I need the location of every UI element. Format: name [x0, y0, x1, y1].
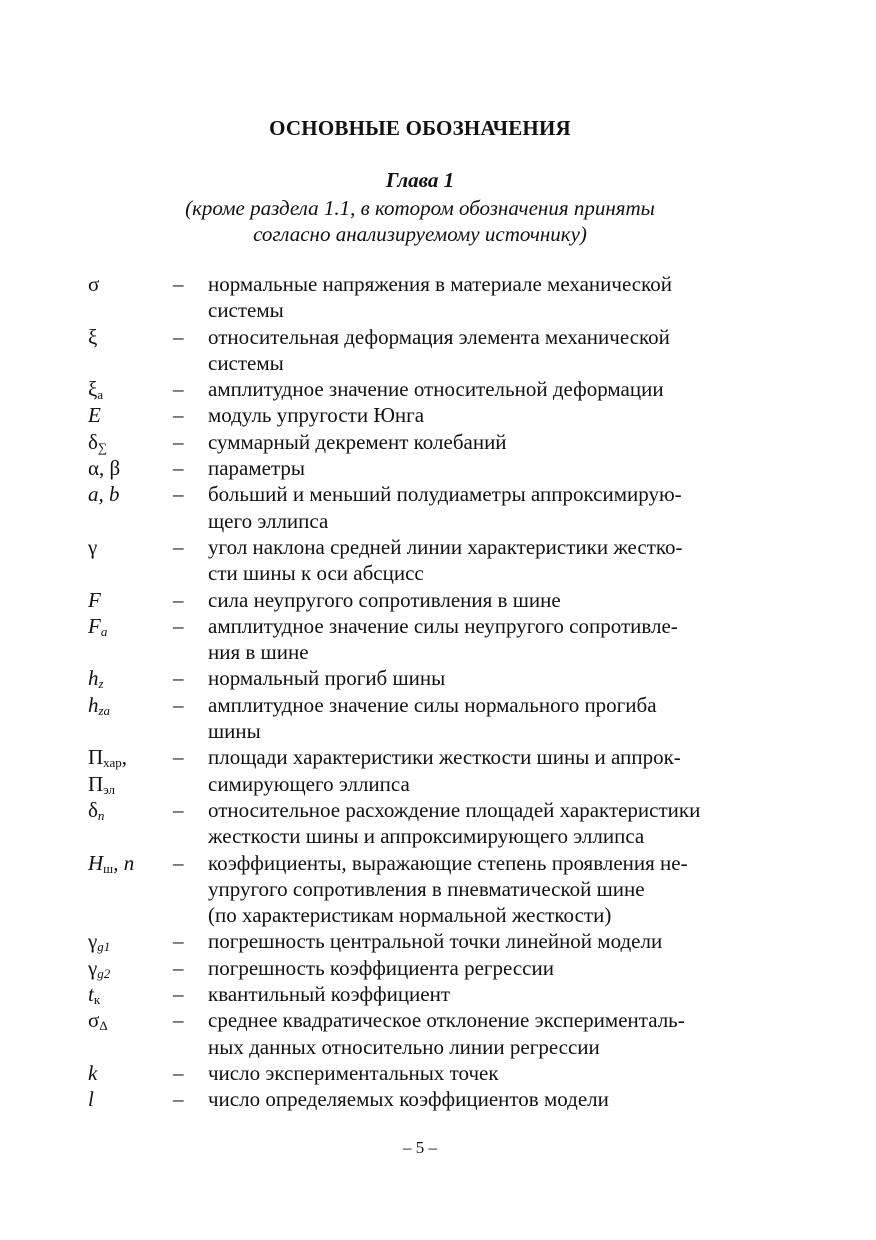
- notation-symbol: $h_{za}$: [88, 692, 111, 718]
- notation-description: погрешность центральной точки линейной модели: [208, 929, 663, 954]
- notation-symbol: $t_к$: [88, 982, 101, 1008]
- chapter-note-line: (кроме раздела 1.1, в котором обозначения приняты: [185, 196, 655, 220]
- notation-description: амплитудное значение силы неупругого сопротивле- ния в шине: [208, 613, 678, 665]
- notation-symbol: γ: [88, 534, 98, 559]
- notation-dash: –: [173, 403, 184, 428]
- notation-dash: –: [173, 666, 184, 691]
- notation-description: амплитудное значение силы нормального прогиба шины: [208, 692, 657, 744]
- notation-description: число определяемых коэффициентов модели: [208, 1087, 609, 1112]
- notation-list: [0, 271, 876, 1113]
- notation-description: нормальный прогиб шины: [208, 666, 446, 691]
- notation-description: погрешность коэффициента регрессии: [208, 955, 554, 980]
- notation-item: [0, 481, 876, 534]
- notation-item: [0, 324, 876, 377]
- notation-symbol: k: [88, 1060, 98, 1085]
- notation-dash: –: [173, 377, 184, 402]
- notation-symbol: $\gamma_{g2}$: [88, 955, 111, 981]
- notation-item: [0, 271, 876, 324]
- notation-symbol: $\delta_n$: [88, 797, 105, 823]
- notation-dash: –: [173, 955, 184, 980]
- notation-item: [0, 1007, 876, 1060]
- notation-item: [0, 613, 876, 666]
- notation-item: [0, 376, 876, 402]
- notation-description: модуль упругости Юнга: [208, 403, 425, 428]
- notation-symbol: $\delta_\sum$: [88, 429, 108, 455]
- notation-dash: –: [173, 1008, 184, 1033]
- notation-description: коэффициенты, выражающие степень проявления не- упругого сопротивления в пневматической шине (по характеристикам нормальной жесткости): [208, 850, 688, 928]
- notation-item: [0, 1086, 876, 1112]
- notation-dash: –: [173, 482, 184, 507]
- notation-description: нормальные напряжения в материале механической системы: [208, 272, 672, 323]
- notation-item: [0, 955, 876, 981]
- notation-description: относительное расхождение площадей характеристики жесткости шины и аппроксимирующего эллипса: [208, 797, 701, 849]
- notation-symbol: ξ: [88, 324, 98, 349]
- notation-item: [0, 455, 876, 481]
- notation-symbol: $П_{хар}$, $П_{эл}$: [88, 745, 128, 797]
- notation-description: суммарный декремент колебаний: [208, 429, 507, 454]
- notation-symbol: $h_z$: [88, 666, 104, 692]
- notation-symbol: $\sigma_\Delta$: [88, 1008, 108, 1034]
- notation-item: [0, 850, 876, 929]
- notation-item: [0, 928, 876, 954]
- chapter-note: [0, 195, 840, 247]
- notation-dash: –: [173, 1060, 184, 1085]
- notation-description: относительная деформация элемента механической системы: [208, 324, 670, 375]
- notation-symbol: $\xi_a$: [88, 377, 104, 403]
- notation-dash: –: [173, 534, 184, 559]
- notation-dash: –: [173, 1087, 184, 1112]
- notation-dash: –: [173, 982, 184, 1007]
- notation-dash: –: [173, 272, 184, 296]
- notation-item: [0, 665, 876, 691]
- notation-dash: –: [173, 692, 184, 717]
- notation-symbol: α, β: [88, 456, 121, 481]
- notation-dash: –: [173, 797, 184, 822]
- notation-item: [0, 981, 876, 1007]
- notation-dash: –: [173, 429, 184, 454]
- notation-description: квантильный коэффициент: [208, 982, 451, 1007]
- notation-symbol: E: [88, 403, 101, 428]
- chapter-heading: Глава 1: [385, 168, 455, 192]
- notation-symbol: l: [88, 1087, 94, 1112]
- notation-dash: –: [173, 745, 184, 770]
- notation-description: площади характеристики жесткости шины и аппрок- симирующего эллипса: [208, 745, 681, 796]
- notation-symbol: $\gamma_{g1}$: [88, 929, 111, 955]
- page-title: ОСНОВНЫЕ ОБОЗНАЧЕНИЯ: [269, 116, 571, 140]
- notation-item: [0, 402, 876, 428]
- notation-symbol: $F_a$: [88, 613, 108, 639]
- notation-item: [0, 797, 876, 850]
- notation-description: число экспериментальных точек: [208, 1060, 499, 1085]
- notation-item: [0, 534, 876, 587]
- notation-dash: –: [173, 456, 184, 481]
- notation-description: среднее квадратическое отклонение эксперименталь- ных данных относительно линии регрессии: [208, 1008, 685, 1059]
- chapter-note-line: согласно анализируемому источнику): [253, 222, 587, 246]
- notation-description: амплитудное значение относительной деформации: [208, 377, 664, 402]
- notation-description: сила неупругого сопротивления в шине: [208, 587, 561, 612]
- notation-item: [0, 587, 876, 613]
- notation-description: параметры: [208, 456, 306, 481]
- notation-item: [0, 1060, 876, 1086]
- notation-dash: –: [173, 929, 184, 954]
- notation-description: больший и меньший полудиаметры аппроксимирую- щего эллипса: [208, 482, 682, 533]
- notation-dash: –: [173, 324, 184, 349]
- notation-symbol: a, b: [88, 482, 120, 507]
- notation-dash: –: [173, 587, 184, 612]
- notation-symbol: F: [88, 587, 101, 612]
- notation-symbol: $H_ш$, n: [88, 850, 135, 876]
- notation-dash: –: [173, 613, 184, 638]
- notation-description: угол наклона средней линии характеристики жестко- сти шины к оси абсцисс: [208, 534, 683, 586]
- notation-dash: –: [173, 850, 184, 875]
- notation-symbol: σ: [88, 272, 100, 296]
- page-number: – 5 –: [403, 1138, 437, 1157]
- notation-item: [0, 429, 876, 455]
- notation-item: [0, 744, 876, 797]
- notation-item: [0, 692, 876, 745]
